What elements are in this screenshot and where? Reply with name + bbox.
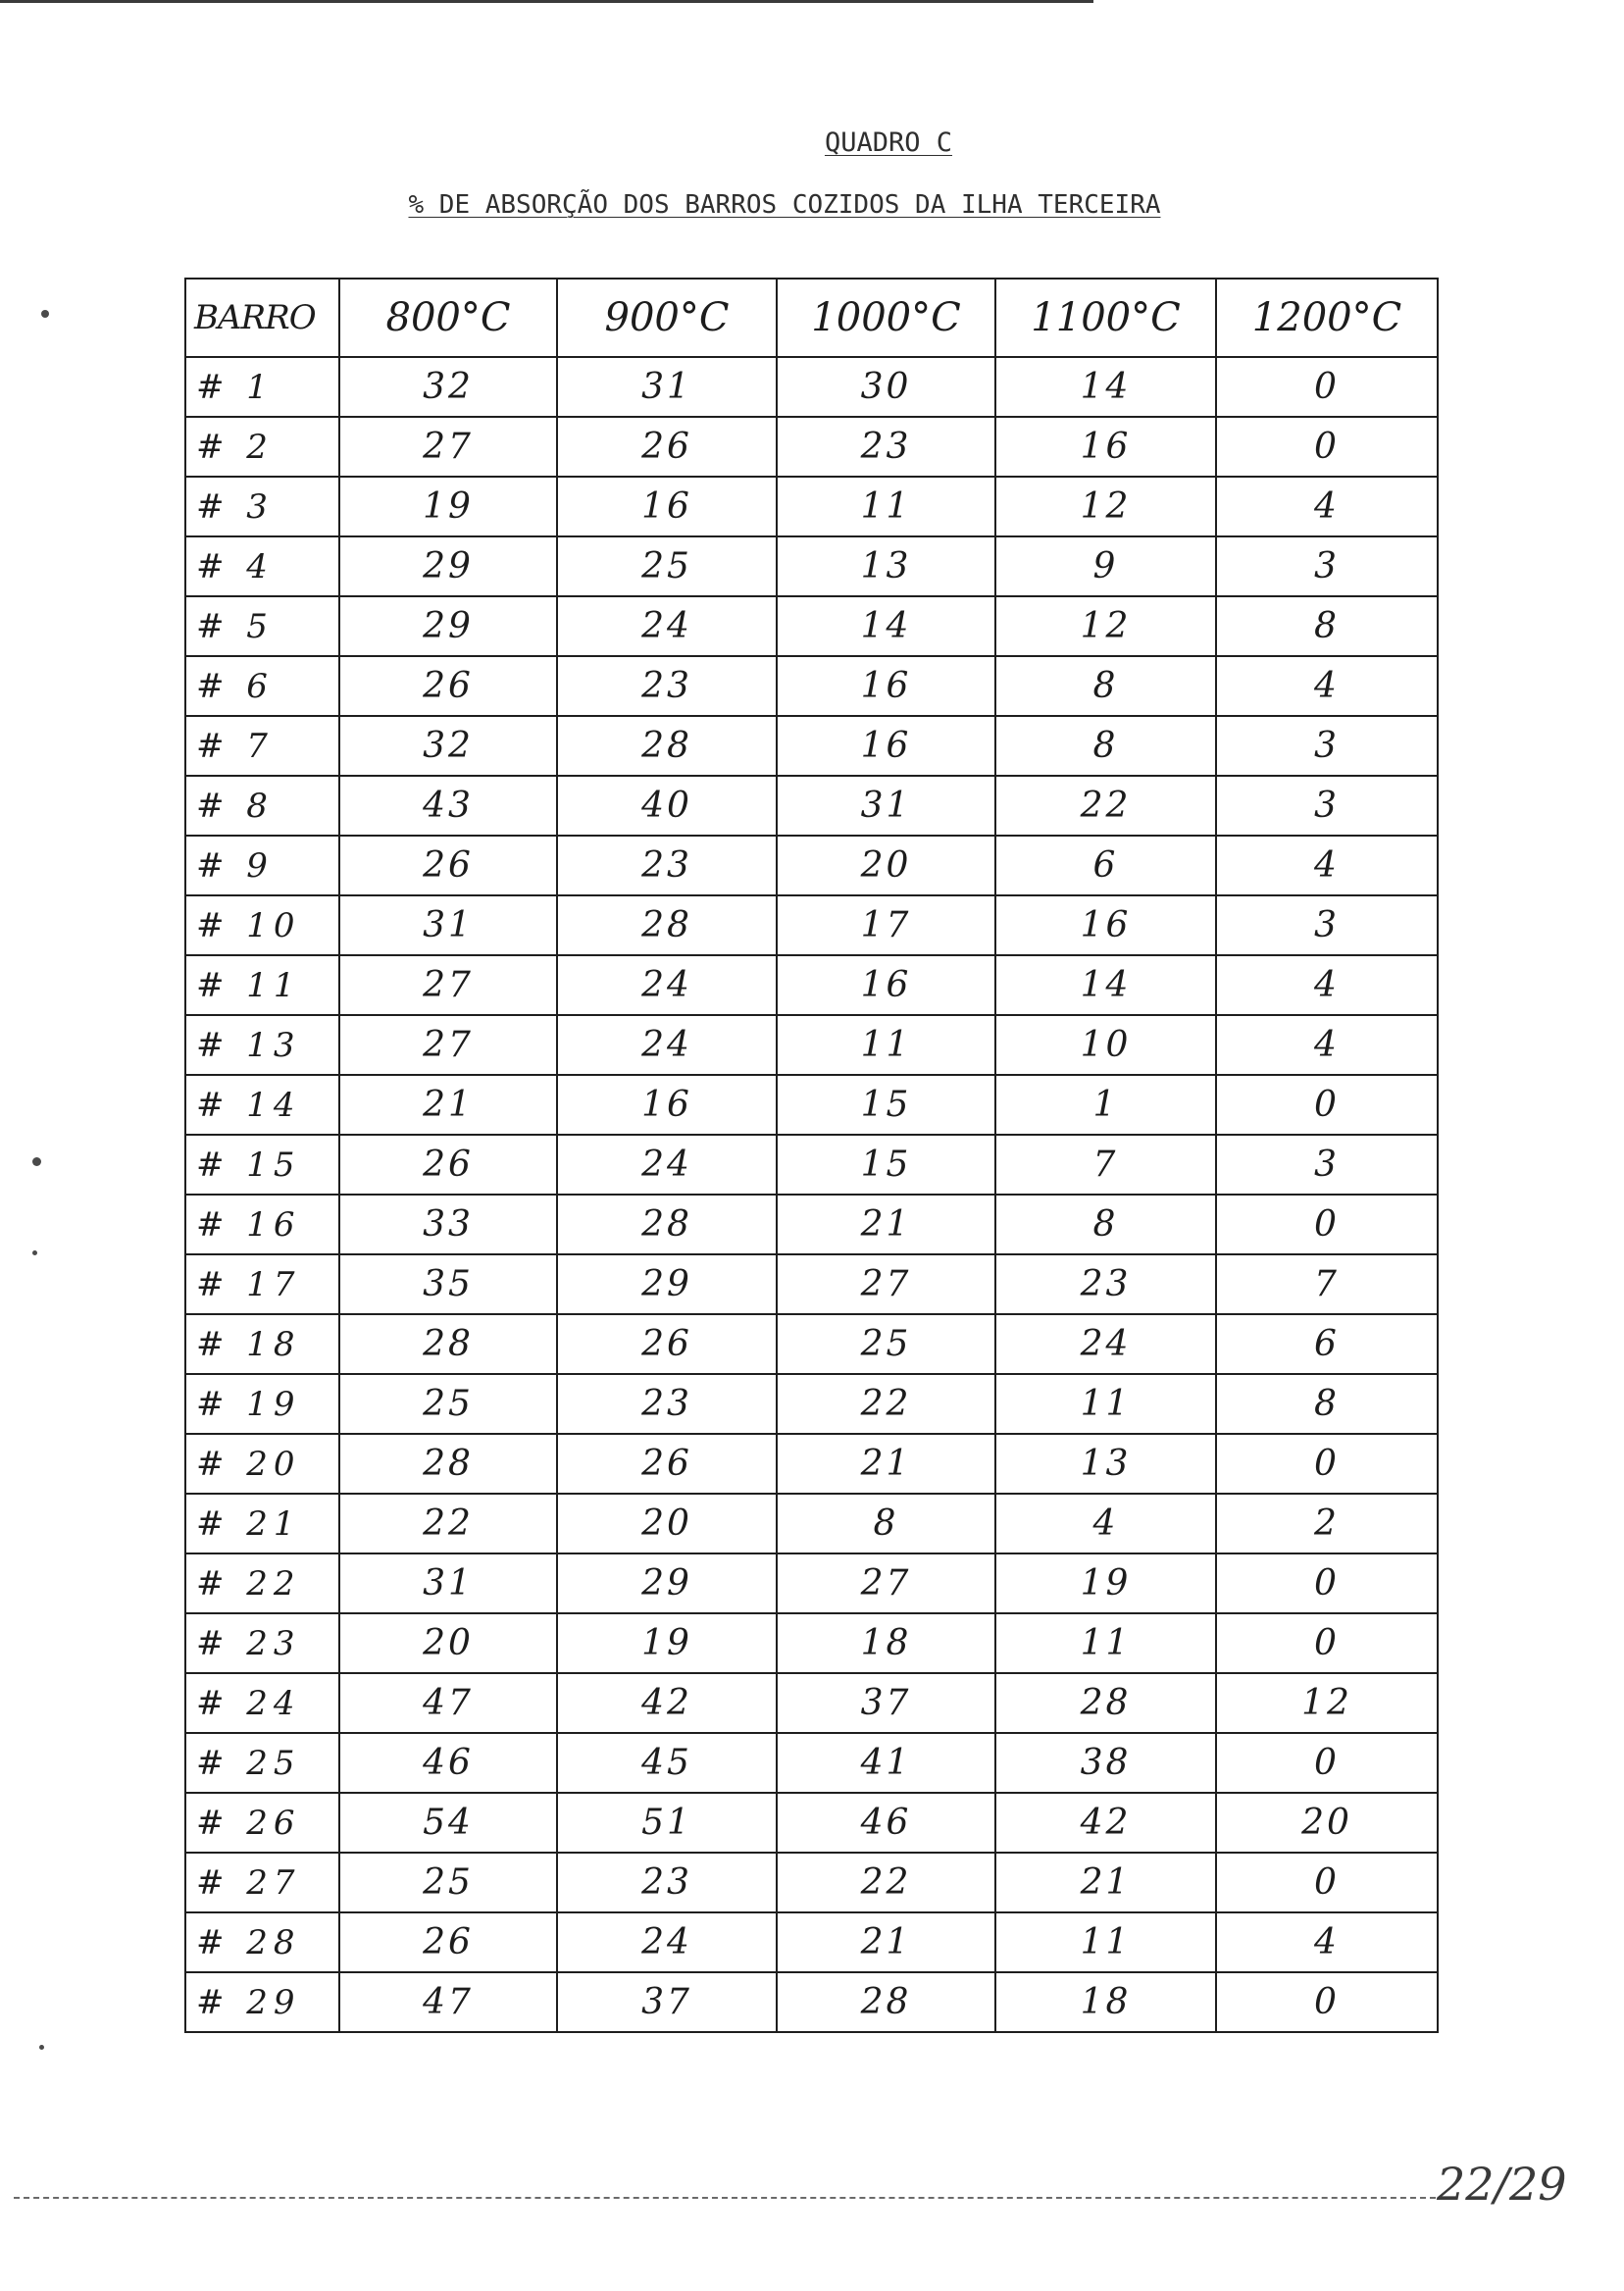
cell-900c: 24 xyxy=(557,596,777,656)
cell-900c: 23 xyxy=(557,656,777,716)
page-number: 22/29 xyxy=(1437,2158,1567,2211)
cell-800c: 31 xyxy=(339,1553,557,1613)
cell-barro: # 17 xyxy=(185,1254,339,1314)
cell-900c: 24 xyxy=(557,1015,777,1075)
cell-1200c: 0 xyxy=(1216,1733,1438,1793)
cell-1000c: 28 xyxy=(777,1972,995,2032)
cell-1100c: 6 xyxy=(995,836,1216,895)
cell-1200c: 0 xyxy=(1216,1613,1438,1673)
cell-barro: # 29 xyxy=(185,1972,339,2032)
column-header-1100c: 1100°C xyxy=(995,279,1216,357)
cell-1200c: 0 xyxy=(1216,417,1438,477)
cell-barro: # 1 xyxy=(185,357,339,417)
cell-1100c: 28 xyxy=(995,1673,1216,1733)
cell-1200c: 4 xyxy=(1216,1015,1438,1075)
cell-1100c: 4 xyxy=(995,1494,1216,1553)
cell-1200c: 3 xyxy=(1216,1135,1438,1195)
cell-1000c: 18 xyxy=(777,1613,995,1673)
cell-800c: 28 xyxy=(339,1434,557,1494)
cell-1000c: 11 xyxy=(777,1015,995,1075)
table-row xyxy=(185,1494,1438,1553)
scan-speck xyxy=(32,1250,37,1255)
cell-1000c: 16 xyxy=(777,656,995,716)
cell-800c: 25 xyxy=(339,1853,557,1912)
cell-1000c: 16 xyxy=(777,716,995,776)
cell-1100c: 42 xyxy=(995,1793,1216,1853)
cell-1000c: 46 xyxy=(777,1793,995,1853)
table-row xyxy=(185,1793,1438,1853)
table-row xyxy=(185,1075,1438,1135)
table-row xyxy=(185,536,1438,596)
cell-1200c: 2 xyxy=(1216,1494,1438,1553)
cell-1100c: 16 xyxy=(995,895,1216,955)
cell-1000c: 13 xyxy=(777,536,995,596)
cell-800c: 32 xyxy=(339,357,557,417)
cell-800c: 26 xyxy=(339,836,557,895)
cell-barro: # 18 xyxy=(185,1314,339,1374)
cell-barro: # 26 xyxy=(185,1793,339,1853)
scan-speck xyxy=(39,2045,44,2050)
cell-900c: 20 xyxy=(557,1494,777,1553)
cell-1200c: 0 xyxy=(1216,1195,1438,1254)
cell-1000c: 22 xyxy=(777,1374,995,1434)
cell-1100c: 9 xyxy=(995,536,1216,596)
cell-800c: 22 xyxy=(339,1494,557,1553)
table-header-row xyxy=(185,279,1438,357)
table-row xyxy=(185,1912,1438,1972)
cell-1000c: 16 xyxy=(777,955,995,1015)
column-header-800c: 800°C xyxy=(339,279,557,357)
cell-1000c: 15 xyxy=(777,1075,995,1135)
cell-1200c: 3 xyxy=(1216,895,1438,955)
cell-800c: 29 xyxy=(339,596,557,656)
cell-900c: 29 xyxy=(557,1254,777,1314)
cell-800c: 33 xyxy=(339,1195,557,1254)
cell-1000c: 8 xyxy=(777,1494,995,1553)
cell-900c: 51 xyxy=(557,1793,777,1853)
cell-1200c: 0 xyxy=(1216,1075,1438,1135)
cell-800c: 43 xyxy=(339,776,557,836)
cell-900c: 26 xyxy=(557,417,777,477)
cell-900c: 28 xyxy=(557,895,777,955)
cell-1100c: 16 xyxy=(995,417,1216,477)
cell-1200c: 7 xyxy=(1216,1254,1438,1314)
cell-900c: 31 xyxy=(557,357,777,417)
cell-900c: 23 xyxy=(557,836,777,895)
cell-800c: 35 xyxy=(339,1254,557,1314)
table-row xyxy=(185,1195,1438,1254)
cell-barro: # 9 xyxy=(185,836,339,895)
cell-800c: 47 xyxy=(339,1673,557,1733)
cell-1100c: 8 xyxy=(995,716,1216,776)
table-row xyxy=(185,836,1438,895)
cell-1000c: 25 xyxy=(777,1314,995,1374)
cell-1100c: 12 xyxy=(995,596,1216,656)
table-row xyxy=(185,1613,1438,1673)
cell-1200c: 8 xyxy=(1216,1374,1438,1434)
cell-900c: 24 xyxy=(557,1912,777,1972)
cell-1000c: 31 xyxy=(777,776,995,836)
cell-barro: # 6 xyxy=(185,656,339,716)
cell-800c: 19 xyxy=(339,477,557,536)
cell-1200c: 3 xyxy=(1216,716,1438,776)
cell-1200c: 3 xyxy=(1216,536,1438,596)
cell-800c: 26 xyxy=(339,1135,557,1195)
cell-900c: 26 xyxy=(557,1434,777,1494)
document-title: QUADRO C xyxy=(824,127,953,158)
cell-barro: # 28 xyxy=(185,1912,339,1972)
column-header-1200c: 1200°C xyxy=(1216,279,1438,357)
cell-1200c: 6 xyxy=(1216,1314,1438,1374)
absorption-table xyxy=(184,278,1439,2033)
cell-1100c: 10 xyxy=(995,1015,1216,1075)
cell-1100c: 23 xyxy=(995,1254,1216,1314)
cell-1100c: 14 xyxy=(995,955,1216,1015)
cell-1100c: 11 xyxy=(995,1374,1216,1434)
cell-1100c: 18 xyxy=(995,1972,1216,2032)
cell-900c: 25 xyxy=(557,536,777,596)
cell-900c: 16 xyxy=(557,1075,777,1135)
cell-1000c: 17 xyxy=(777,895,995,955)
cell-1000c: 41 xyxy=(777,1733,995,1793)
cell-barro: # 13 xyxy=(185,1015,339,1075)
cell-1000c: 20 xyxy=(777,836,995,895)
cell-1200c: 4 xyxy=(1216,656,1438,716)
cell-800c: 28 xyxy=(339,1314,557,1374)
cell-1000c: 11 xyxy=(777,477,995,536)
table-row xyxy=(185,1135,1438,1195)
cell-1100c: 13 xyxy=(995,1434,1216,1494)
cell-barro: # 27 xyxy=(185,1853,339,1912)
cell-800c: 47 xyxy=(339,1972,557,2032)
top-edge-line xyxy=(0,0,1093,3)
cell-1200c: 0 xyxy=(1216,1972,1438,2032)
cell-barro: # 21 xyxy=(185,1494,339,1553)
cell-1200c: 12 xyxy=(1216,1673,1438,1733)
cell-1000c: 21 xyxy=(777,1912,995,1972)
cell-1000c: 23 xyxy=(777,417,995,477)
table-row xyxy=(185,716,1438,776)
cell-900c: 40 xyxy=(557,776,777,836)
cell-1200c: 3 xyxy=(1216,776,1438,836)
cell-1200c: 4 xyxy=(1216,836,1438,895)
cell-900c: 24 xyxy=(557,1135,777,1195)
table-row xyxy=(185,1015,1438,1075)
cell-barro: # 14 xyxy=(185,1075,339,1135)
cell-barro: # 24 xyxy=(185,1673,339,1733)
cell-barro: # 15 xyxy=(185,1135,339,1195)
table-row xyxy=(185,1254,1438,1314)
cell-barro: # 16 xyxy=(185,1195,339,1254)
cell-barro: # 2 xyxy=(185,417,339,477)
cell-1100c: 21 xyxy=(995,1853,1216,1912)
cell-1100c: 19 xyxy=(995,1553,1216,1613)
cell-barro: # 7 xyxy=(185,716,339,776)
cell-barro: # 5 xyxy=(185,596,339,656)
cell-900c: 23 xyxy=(557,1853,777,1912)
cell-1000c: 15 xyxy=(777,1135,995,1195)
cell-1000c: 30 xyxy=(777,357,995,417)
table-row xyxy=(185,1314,1438,1374)
document-subtitle: % DE ABSORÇÃO DOS BARROS COZIDOS DA ILHA TERCEIRA xyxy=(408,190,1161,220)
cell-800c: 27 xyxy=(339,417,557,477)
scan-speck xyxy=(41,310,49,318)
cell-1100c: 8 xyxy=(995,656,1216,716)
cell-800c: 31 xyxy=(339,895,557,955)
cell-1000c: 37 xyxy=(777,1673,995,1733)
table-row xyxy=(185,656,1438,716)
cell-barro: # 22 xyxy=(185,1553,339,1613)
cell-1100c: 7 xyxy=(995,1135,1216,1195)
cell-1200c: 4 xyxy=(1216,955,1438,1015)
table-row xyxy=(185,1374,1438,1434)
cell-800c: 29 xyxy=(339,536,557,596)
cell-800c: 27 xyxy=(339,955,557,1015)
table-row xyxy=(185,596,1438,656)
column-header-1000c: 1000°C xyxy=(777,279,995,357)
cell-barro: # 4 xyxy=(185,536,339,596)
cell-barro: # 19 xyxy=(185,1374,339,1434)
cell-1100c: 24 xyxy=(995,1314,1216,1374)
cell-1000c: 22 xyxy=(777,1853,995,1912)
cell-900c: 23 xyxy=(557,1374,777,1434)
table-row xyxy=(185,1673,1438,1733)
cell-1100c: 8 xyxy=(995,1195,1216,1254)
cell-1100c: 14 xyxy=(995,357,1216,417)
scan-speck xyxy=(32,1157,41,1166)
cell-800c: 21 xyxy=(339,1075,557,1135)
column-header-900c: 900°C xyxy=(557,279,777,357)
cell-1200c: 0 xyxy=(1216,357,1438,417)
cell-1200c: 8 xyxy=(1216,596,1438,656)
cell-1200c: 0 xyxy=(1216,1434,1438,1494)
table-row xyxy=(185,1972,1438,2032)
table-row xyxy=(185,1853,1438,1912)
table-row xyxy=(185,1434,1438,1494)
cell-900c: 29 xyxy=(557,1553,777,1613)
table-row xyxy=(185,895,1438,955)
cell-900c: 28 xyxy=(557,716,777,776)
cell-900c: 42 xyxy=(557,1673,777,1733)
cell-1100c: 11 xyxy=(995,1613,1216,1673)
column-header-barro: BARRO xyxy=(185,279,339,357)
cell-barro: # 25 xyxy=(185,1733,339,1793)
cell-800c: 27 xyxy=(339,1015,557,1075)
cell-800c: 46 xyxy=(339,1733,557,1793)
cell-1000c: 21 xyxy=(777,1195,995,1254)
cell-1100c: 22 xyxy=(995,776,1216,836)
table-row xyxy=(185,955,1438,1015)
cell-barro: # 20 xyxy=(185,1434,339,1494)
cell-1200c: 0 xyxy=(1216,1553,1438,1613)
cell-1200c: 20 xyxy=(1216,1793,1438,1853)
table-row xyxy=(185,1553,1438,1613)
cell-800c: 26 xyxy=(339,1912,557,1972)
cell-barro: # 8 xyxy=(185,776,339,836)
cell-900c: 24 xyxy=(557,955,777,1015)
cell-900c: 28 xyxy=(557,1195,777,1254)
cell-1000c: 27 xyxy=(777,1553,995,1613)
cell-800c: 25 xyxy=(339,1374,557,1434)
footer-dashed-line xyxy=(14,2197,1436,2199)
cell-800c: 32 xyxy=(339,716,557,776)
cell-800c: 54 xyxy=(339,1793,557,1853)
cell-900c: 26 xyxy=(557,1314,777,1374)
table-row xyxy=(185,417,1438,477)
cell-900c: 37 xyxy=(557,1972,777,2032)
cell-barro: # 11 xyxy=(185,955,339,1015)
cell-1100c: 38 xyxy=(995,1733,1216,1793)
cell-1100c: 12 xyxy=(995,477,1216,536)
cell-800c: 26 xyxy=(339,656,557,716)
table-row xyxy=(185,357,1438,417)
table-body xyxy=(185,357,1438,2032)
cell-1000c: 27 xyxy=(777,1254,995,1314)
cell-1200c: 0 xyxy=(1216,1853,1438,1912)
cell-900c: 16 xyxy=(557,477,777,536)
cell-1200c: 4 xyxy=(1216,1912,1438,1972)
cell-barro: # 23 xyxy=(185,1613,339,1673)
cell-900c: 45 xyxy=(557,1733,777,1793)
cell-1200c: 4 xyxy=(1216,477,1438,536)
table-row xyxy=(185,776,1438,836)
table-row xyxy=(185,477,1438,536)
cell-1000c: 21 xyxy=(777,1434,995,1494)
cell-900c: 19 xyxy=(557,1613,777,1673)
cell-1000c: 14 xyxy=(777,596,995,656)
cell-barro: # 10 xyxy=(185,895,339,955)
cell-barro: # 3 xyxy=(185,477,339,536)
cell-1100c: 1 xyxy=(995,1075,1216,1135)
cell-800c: 20 xyxy=(339,1613,557,1673)
table-row xyxy=(185,1733,1438,1793)
cell-1100c: 11 xyxy=(995,1912,1216,1972)
